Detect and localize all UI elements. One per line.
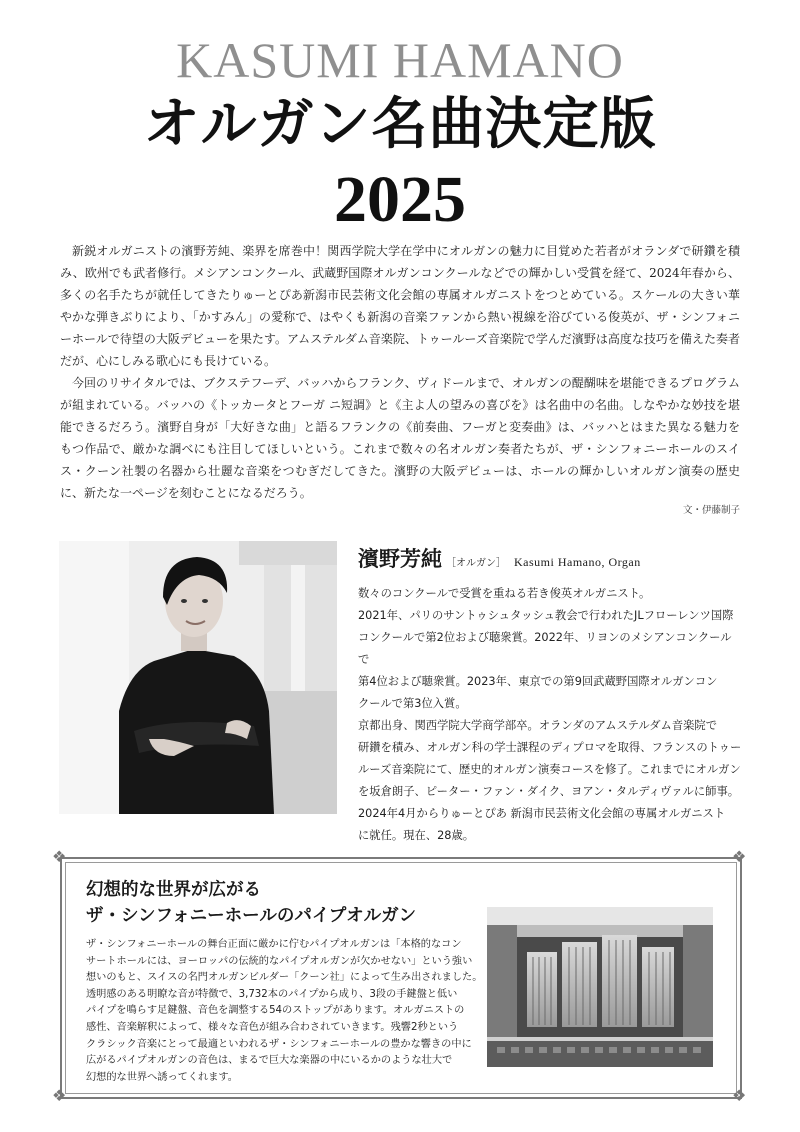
feature-body [86,937,483,1086]
bio-line: 第4位および聴衆賞。2023年、東京での第9回武蔵野国際オルガンコン [358,675,718,688]
artist-heading [358,543,742,575]
bio-line: ルーズ音楽院にて、歴史的オルガン演奏コースを修了。これまでにオルガン [358,763,741,776]
corner-ornament-icon: ❖ [52,847,67,866]
organ-photo [487,907,713,1067]
artist-bio [358,583,742,847]
bio-line: クールで第3位入賞。 [358,697,467,710]
feature-title: 幻想的な世界が広がる [86,880,261,900]
feature-line: サートホールには、ヨーロッパの伝統的なパイプオルガンが欠かせない」という強い [86,955,473,967]
bio-line: 数々のコンクールで受賞を重ねる若き俊英オルガニスト。 [358,587,651,600]
feature-line: 想いのもと、スイスの名門オルガンビルダー「クーン社」によって生み出されました。 [86,972,483,984]
corner-ornament-icon: ❖ [732,1086,747,1105]
artist-name-en: Kasumi Hamano, Organ [514,555,641,569]
feature-line: 透明感のある明瞭な音が特徴で、3,732本のパイプから成り、3段の手鍵盤と低い [86,988,458,1000]
bio-line: を坂倉朗子、ピーター・ファン・ダイク、ヨアン・タルディヴァルに師事。 [358,785,740,798]
artist-photo [59,541,337,814]
feature-subtitle: ザ・シンフォニーホールのパイプオルガン [86,906,417,926]
intro-article [60,240,740,504]
corner-ornament-icon: ❖ [732,847,747,866]
feature-line: 感性、音楽解釈によって、様々な音色が組み合わされていきます。残響2秒という [86,1021,459,1033]
artist-profile [358,543,742,847]
bio-line: 研鑽を積み、オルガン科の学士課程のディプロマを取得、フランスのトゥー [358,741,742,754]
feature-line: 幻想的な世界へ誘ってくれます。 [86,1071,238,1083]
author-credit: 文・伊藤制子 [682,505,740,516]
feature-line: パイプを鳴らす足鍵盤、音色を調整する54のストップがあります。オルガニストの [86,1005,465,1017]
bio-line: 2021年、パリのサントゥシュタッシュ教会で行われたJLフローレンツ国際 [358,609,734,622]
bio-line: に就任。現在、28歳。 [358,829,475,842]
artist-name: 濱野芳純 [358,546,442,571]
page-title: オルガン名曲決定版 [143,91,657,157]
bio-line: 2024年4月からりゅーとぴあ 新潟市民芸術文化会館の専属オルガニスト [358,807,726,820]
artist-role: ［オルガン］ [446,558,506,569]
bio-line: コンクールで第2位および聴衆賞。2022年、リヨンのメシアンコンクールで [358,631,732,666]
feature-line: ザ・シンフォニーホールの舞台正面に厳かに佇むパイプオルガンは「本格的なコン [86,939,462,950]
feature-line: 広がるパイプオルガンの音色は、まるで巨大な楽器の中にいるかのような壮大で [86,1055,453,1067]
intro-paragraph: 新鋭オルガニストの濱野芳純、楽界を席巻中！関西学院大学在学中にオルガンの魅力に目覚めた若者がオランダで研鑽を積み、欧州でも武者修行。メシアンコンクール、武蔵野国際オルガンコンクールなどでの輝かしい受賞を経て、2024年春から、多くの名手たちが就任してきたりゅーとぴあ新潟市民芸術文化会館の専属オルガニストをつとめている。スケールの大きい華やかな弾きぶりにより、「かすみん」の愛称で、はやくも新潟の音楽ファンから熱い視線を浴びている俊英が、ザ・シンフォニーホールで待望の大阪デビューを果たす。アムステルダム音楽院、トゥールーズ音楽院で学んだ濱野は高度な技巧を備えた奏者だが、心にしみる歌心にも長けている。 [60,244,740,368]
header-artist-name: KASUMI HAMANO [176,32,624,88]
corner-ornament-icon: ❖ [52,1086,67,1105]
intro-paragraph: 今回のリサイタルでは、ブクステフーデ、バッハからフランク、ヴィドールまで、オルガンの醍醐味を堪能できるプログラムが組まれている。バッハの《トッカータとフーガ ニ短調》と《主よ人の望みの喜びを》は名曲中の名曲。しなやかな妙技を堪能できるだろう。濱野自身が「大好きな曲」と語るフランクの《前奏曲、フーガと変奏曲》は、バッハとはまた異なる魅力をもつ作品で、厳かな調べにも注目してほしいという。これまで数々の名オルガン奏者たちが、ザ・シンフォニーホールのスイス・クーン社製の名器から壮麗な音楽をつむぎだしてきた。濱野の大阪デビューは、ホールの輝かしいオルガン演奏の歴史に、新たな一ページを刻むことになるだろう。 [60,376,740,500]
title-year: 2025 [334,163,466,236]
feature-line: クラシック音楽にとって最適といわれるザ・シンフォニーホールの豊かな響きの中に [86,1038,472,1050]
bio-line: 京都出身、関西学院大学商学部卒。オランダのアムステルダム音楽院で [358,719,718,732]
